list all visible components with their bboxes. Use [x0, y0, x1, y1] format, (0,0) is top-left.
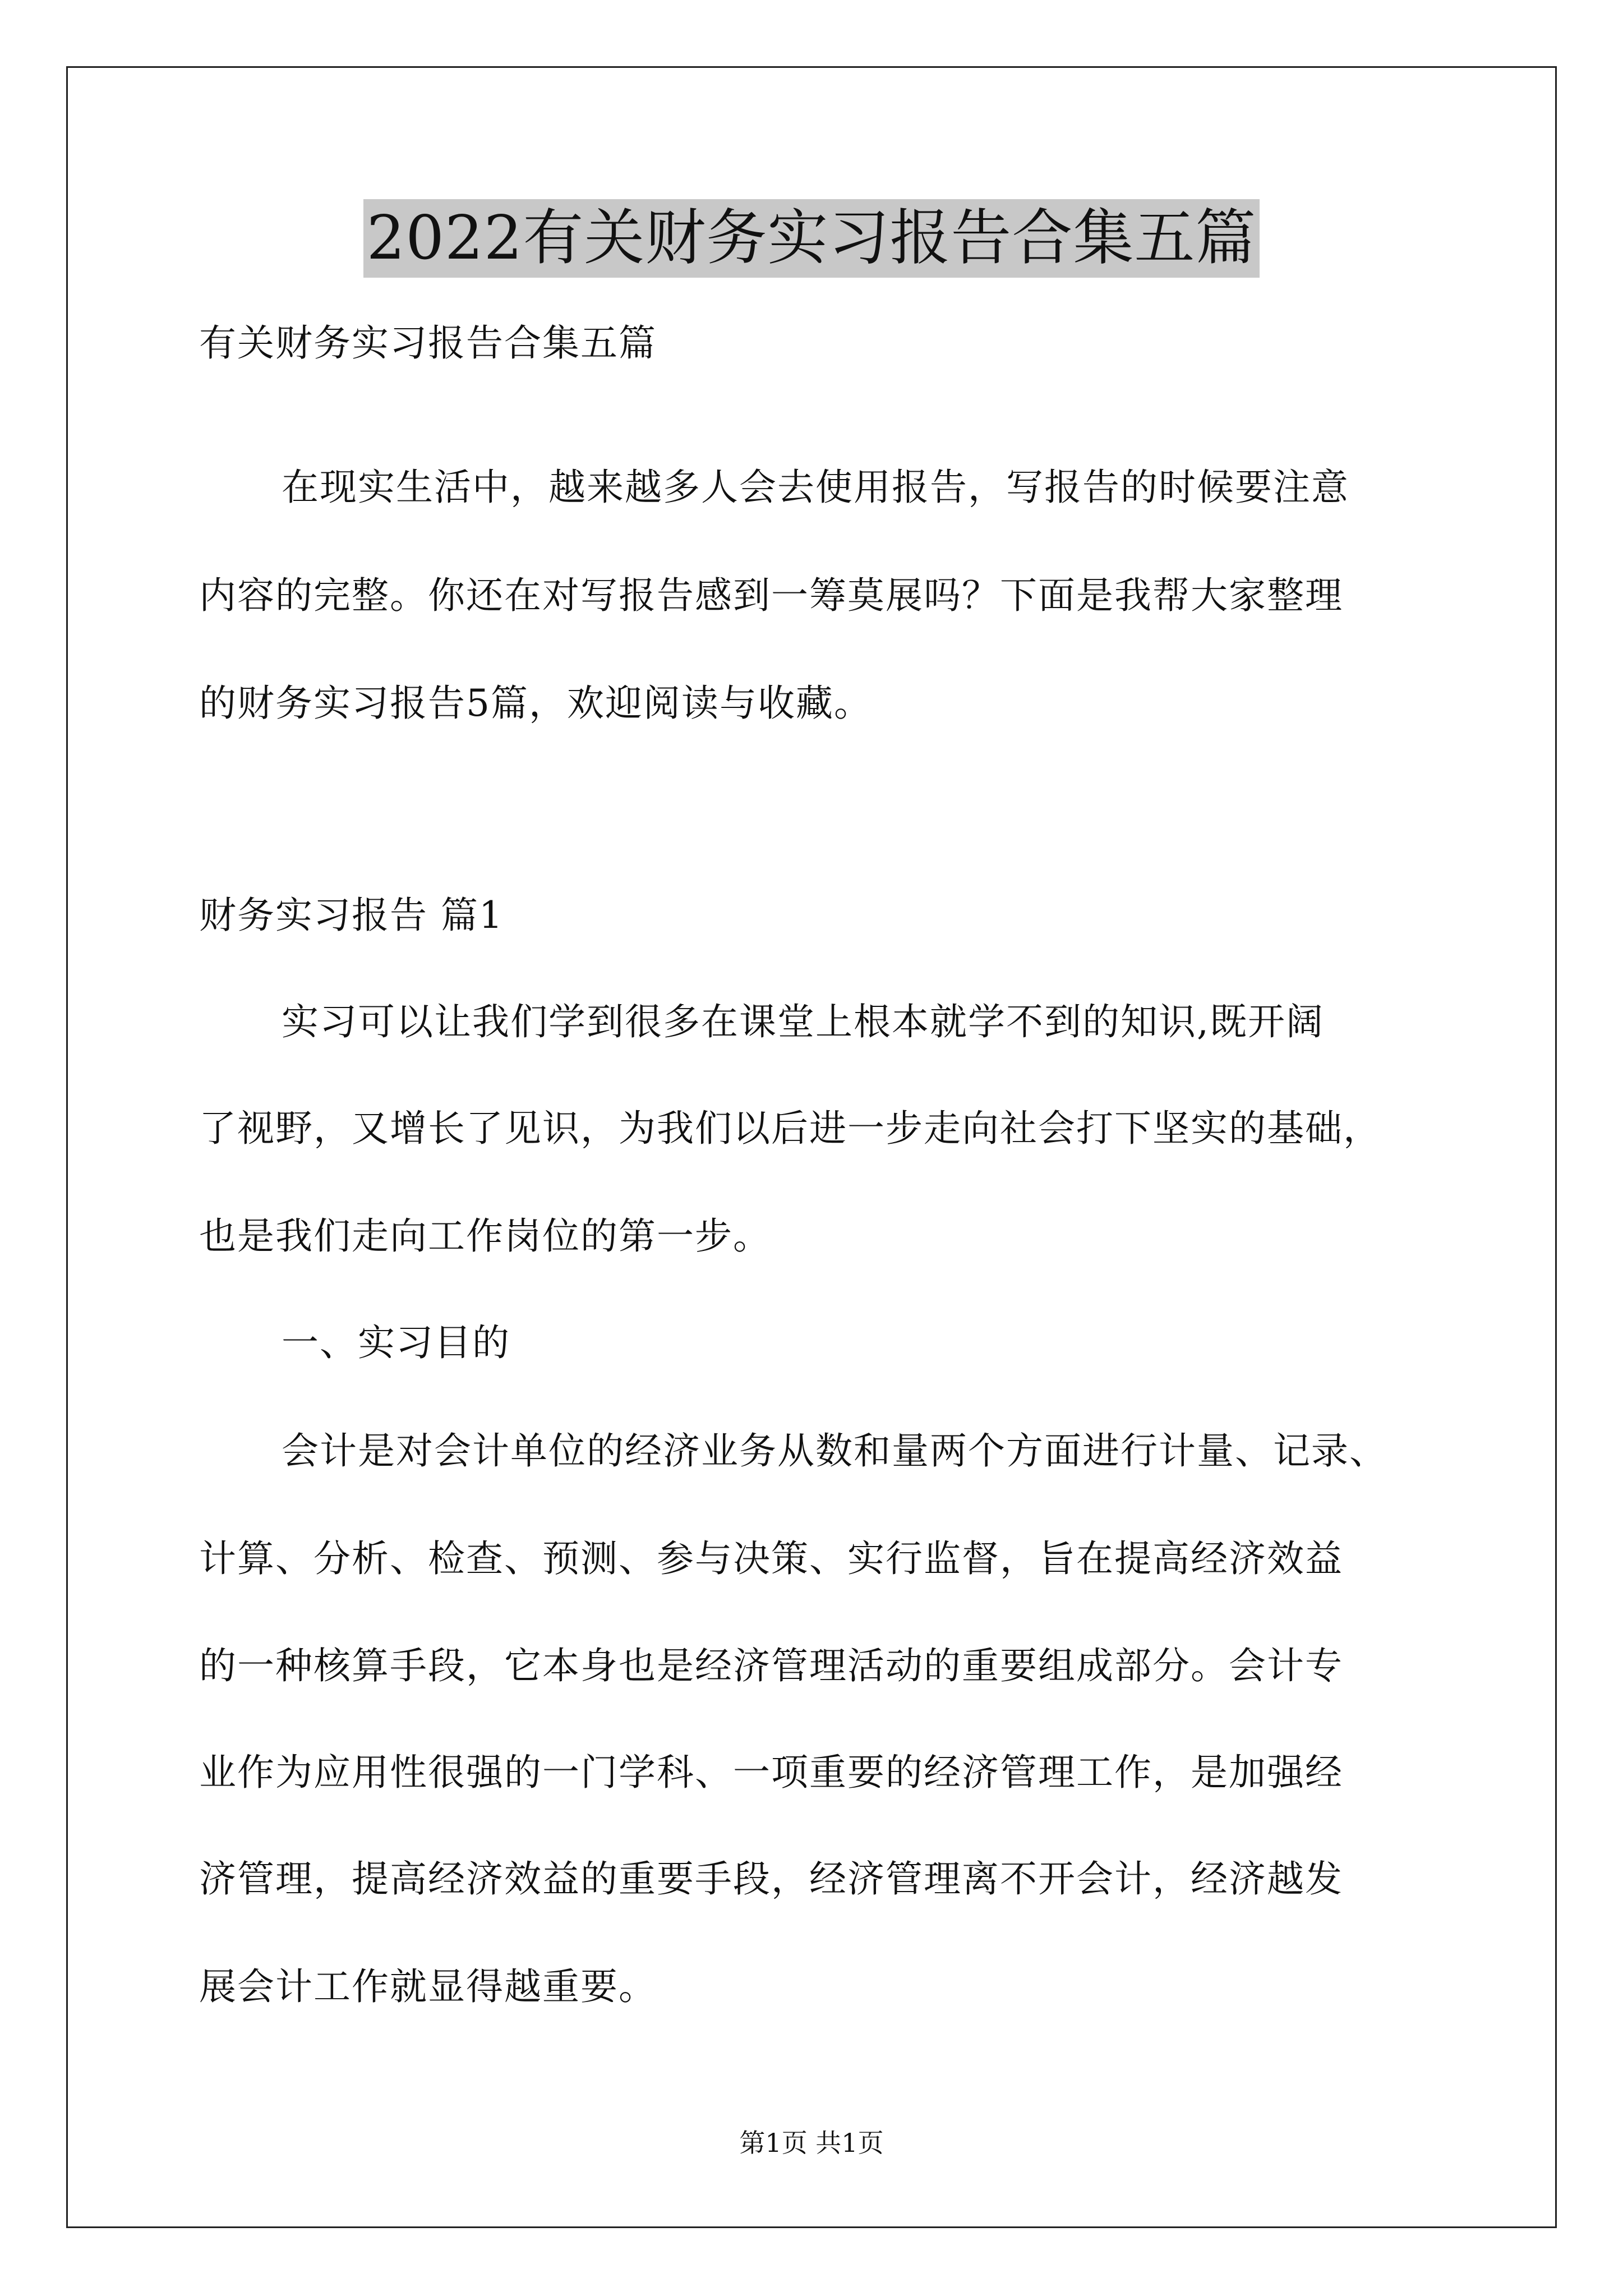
paragraph-2-line-6: 展会计工作就显得越重要。 [199, 1965, 657, 2008]
intro-line-2: 内容的完整。你还在对写报告感到一筹莫展吗？下面是我帮大家整理 [199, 574, 1343, 617]
paragraph-2-line-4: 业作为应用性很强的一门学科、一项重要的经济管理工作，是加强经 [199, 1751, 1343, 1794]
paragraph-1-line-2: 了视野，又增长了见识，为我们以后进一步走向社会打下坚实的基础， [199, 1107, 1381, 1150]
title-container [0, 199, 1623, 278]
intro-line-3: 的财务实习报告5篇，欢迎阅读与收藏。 [199, 682, 872, 725]
intro-line-1: 在现实生活中，越来越多人会去使用报告，写报告的时候要注意 [282, 466, 1349, 509]
paragraph-1-line-3: 也是我们走向工作岗位的第一步。 [199, 1214, 771, 1258]
paragraph-2-line-2: 计算、分析、检查、预测、参与决策、实行监督，旨在提高经济效益 [199, 1537, 1343, 1580]
document-title: 2022有关财务实习报告合集五篇 [363, 199, 1260, 278]
section-heading: 财务实习报告 篇1 [199, 894, 504, 937]
paragraph-2-line-3: 的一种核算手段，它本身也是经济管理活动的重要组成部分。会计专 [199, 1644, 1343, 1687]
paragraph-1-line-1: 实习可以让我们学到很多在课堂上根本就学不到的知识,既开阔 [282, 1000, 1324, 1043]
subheading-purpose: 一、实习目的 [282, 1321, 510, 1364]
paragraph-2-line-5: 济管理，提高经济效益的重要手段，经济管理离不开会计，经济越发 [199, 1857, 1343, 1901]
paragraph-2-line-1: 会计是对会计单位的经济业务从数和量两个方面进行计量、记录、 [282, 1429, 1387, 1473]
page-number-footer: 第1页 共1页 [739, 2128, 884, 2158]
subtitle-line: 有关财务实习报告合集五篇 [199, 321, 657, 365]
